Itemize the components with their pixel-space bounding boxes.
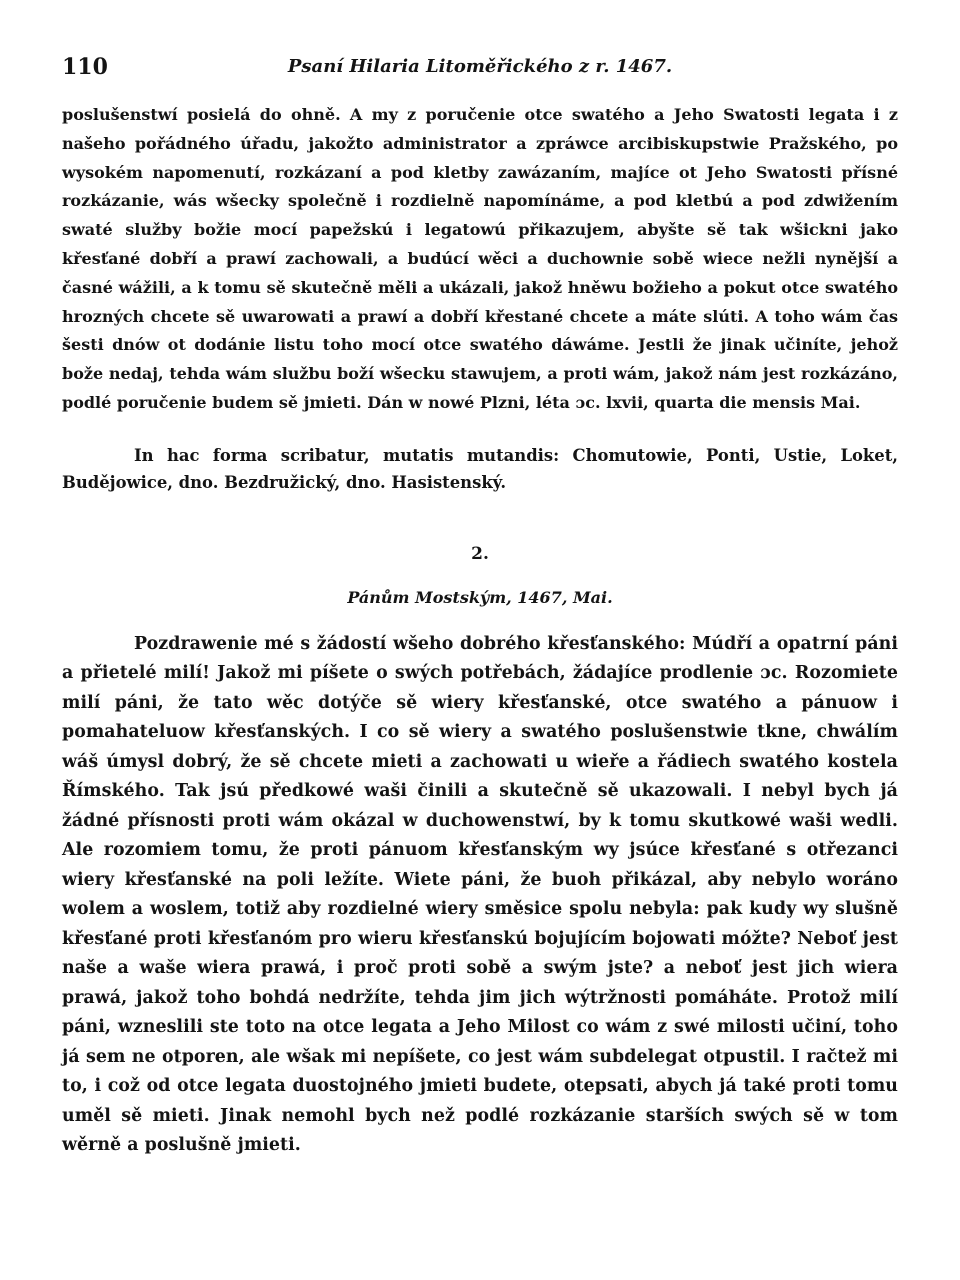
document-number: 2. bbox=[471, 543, 489, 564]
letter-body: Pozdrawenie mé s žádostí wšeho dobrého křesťanského: Múdří a opatrní páni a přietelé milí! Jakož mi píšete o swých potřebách, žádajíce prodlenie ɔc. Rozomiete milí páni, že tato wěc dotýče sě wiery křesťanské, otce swatého a pánuow i pomahateluow křesťanských. I co sě wiery a swatého poslušenstwie tkne, chwálím wáš úmysl dobrý, že sě chcete mieti a zachowati u wieře a řádiech swatého kostela Římského. Tak jsú předkowé waši činili a skutečně sě ukazowali. I nebyl bych já žádné přísnosti proti wám okázal w duchowenstwí, by k tomu skutkowé waši wedli. Ale rozomiem tomu, že proti pánuom křesťanským wy jsúce křesťané s otřezanci wiery křesťanské na poli ležíte. Wiete páni, že buoh přikázal, aby nebylo woráno wolem a woslem, totiž aby rozdielné wiery směsice spolu nebyla: pak kudy wy slušně křesťané proti křesťanóm pro wieru křesťanskú bojujícím bojowati móžte? Neboť jest naše a waše wiera prawá, i proč proti sobě a swým jste? a neboť jest jich wiera prawá, jakož toho bohdá nedržíte, tehda jim jich wýtržnosti pomáháte. Protož milí páni, wzneslili ste toto na otce legata a Jeho Milost co wám z swé milosti učiní, toho já sem ne otporen, ale wšak mi nepíšete, co jest wám subdelegat otpustil. I račtež mi to, i což od otce legata duostojného jmieti budete, otepsati, abych já také proti tomu uměl sě mieti. Jinak nemohl bych než podlé rozkázanie starších swých sě w tom wěrně a poslušně jmieti. bbox=[62, 633, 898, 1156]
running-head bbox=[62, 48, 898, 88]
document-page bbox=[62, 48, 898, 1248]
page-number: 110 bbox=[62, 54, 108, 80]
editorial-note: In hac forma scribatur, mutatis mutandis: Chomutowie, Ponti, Ustie, Loket, Budějowice, dno. Bezdružický, dno. Hasistenský. bbox=[62, 445, 898, 492]
continuation-paragraph: poslušenstwí posielá do ohně. A my z poručenie otce swatého a Jeho Swatosti legata i z našeho pořádného úřadu, jakožto administrator a zpráwce arcibiskupstwie Pražského, po wysokém napomenutí, rozkázaní a pod kletby zawázaním, majíce ot Jeho Swatosti přísné rozkázanie, wás wšecky společně i rozdielně napomínáme, a pod kletbú a pod zdwižením swaté služby božie mocí papežskú i legatowú přikazujem, abyšte sě tak wšickni jako křesťané dobří a prawí zachowali, a budúcí wěci a duchownie sobě wiece nežli nynější a časné wážili, a k tomu sě skutečně měli a ukázali, jakož hněwu božieho a pokut otce swatého hrozných chcete sě uwarowati a prawí a dobří křestané chcete a máte slúti. A toho wám čas šesti dnów ot dodánie listu toho mocí otce swatého dáwáme. Jestli že jinak učiníte, jehož bože nedaj, tehda wám službu boží wšecku stawujem, a proti wám, jakož nám jest rozkázáno, podlé poručenie budem sě jmieti. Dán w nowé Plzni, léta ɔc. lxvii, quarta die mensis Mai. bbox=[62, 105, 898, 412]
document-heading: Pánům Mostským, 1467, Mai. bbox=[347, 587, 613, 607]
running-title: Psaní Hilaria Litoměřického z r. 1467. bbox=[287, 56, 673, 77]
